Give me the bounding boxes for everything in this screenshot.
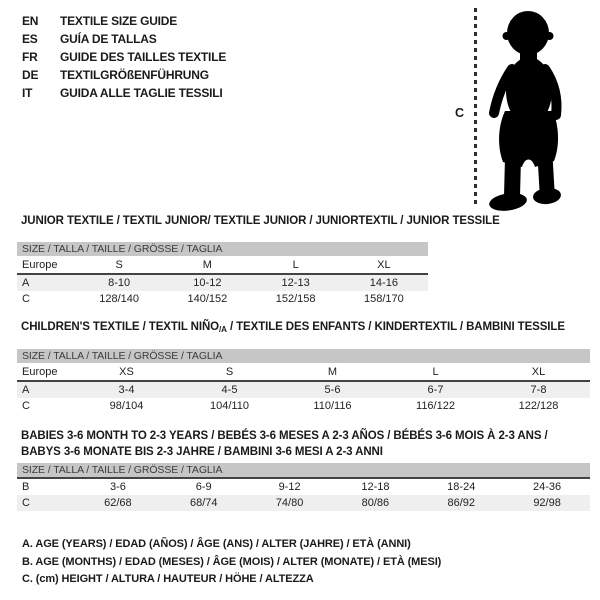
language-row <box>22 84 226 102</box>
left-leg-shape <box>512 158 513 196</box>
table-title-text: JUNIOR TEXTILE / TEXTIL JUNIOR/ TEXTILE JUNIOR / JUNIORTEXTIL / JUNIOR TESSILE <box>21 215 500 227</box>
size-data-row <box>17 479 590 495</box>
right-ear-shape <box>546 32 554 40</box>
size-cell: L <box>432 365 439 378</box>
language-row <box>22 30 226 48</box>
language-code: FR <box>22 50 38 64</box>
table-title-text: / TEXTILE DES ENFANTS / KINDERTEXTIL / BAMBINI TESSILE <box>226 321 565 333</box>
row-label: C <box>22 400 30 412</box>
size-cell: S <box>115 258 123 271</box>
footnotes <box>22 536 441 589</box>
europe-size-row <box>17 363 590 380</box>
size-table-block <box>17 214 500 307</box>
table-title <box>21 214 500 228</box>
size-cell: L <box>292 258 299 271</box>
size-cell: 3-4 <box>118 384 135 396</box>
table-title <box>21 320 590 337</box>
language-title: GUIDA ALLE TAGLIE TESSILI <box>60 86 223 100</box>
language-code: ES <box>22 32 38 46</box>
size-data-row <box>17 398 590 414</box>
size-cell: 12-18 <box>361 481 390 493</box>
footnote-line: A. AGE (YEARS) / EDAD (AÑOS) / ÂGE (ANS) / ALTER (JAHRE) / ETÀ (ANNI) <box>22 538 411 550</box>
europe-size-row <box>17 256 428 273</box>
size-cell: 18-24 <box>447 481 476 493</box>
size-cell: 140/152 <box>187 293 228 305</box>
size-cell: 7-8 <box>530 384 547 396</box>
size-data-row <box>17 275 428 291</box>
size-header-bar: SIZE / TALLA / TAILLE / GRÖSSE / TAGLIA <box>17 463 590 477</box>
size-cell: 5-6 <box>324 384 341 396</box>
size-cell: XL <box>531 365 546 378</box>
language-code: IT <box>22 86 33 100</box>
size-cell: M <box>202 258 212 271</box>
size-cell: 3-6 <box>109 481 126 493</box>
row-label: A <box>22 384 30 396</box>
table-title-line <box>21 444 590 460</box>
footnote-line: B. AGE (MONTHS) / EDAD (MESES) / ÂGE (MOIS) / ALTER (MONATE) / ETÀ (MESI) <box>22 555 442 568</box>
footnote-line: C. (cm) HEIGHT / ALTURA / HAUTEUR / HÖHE / ALTEZZA <box>22 573 314 585</box>
row-label: Europe <box>22 258 58 271</box>
size-data-row <box>17 291 428 307</box>
table-title-line <box>21 428 590 444</box>
row-label: C <box>22 293 30 305</box>
size-cell: 14-16 <box>369 277 398 289</box>
size-cell: XL <box>377 258 391 271</box>
size-cell: 62/68 <box>104 497 132 509</box>
size-table-block <box>17 428 590 511</box>
language-title: TEXTILGRÖßENFÜHRUNG <box>60 68 209 82</box>
size-cell: 98/104 <box>109 400 144 412</box>
row-label: Europe <box>22 365 58 378</box>
language-row <box>22 66 226 84</box>
size-cell: 80/86 <box>361 497 390 509</box>
size-data-row <box>17 382 590 398</box>
size-cell: XS <box>119 365 134 378</box>
size-data-row <box>17 495 590 511</box>
height-measure-dashed-line <box>474 8 477 206</box>
row-label: C <box>22 497 30 509</box>
size-cell: 4-5 <box>221 384 238 396</box>
language-title: TEXTILE SIZE GUIDE <box>60 14 178 28</box>
language-code: EN <box>22 14 39 28</box>
language-title-list <box>22 12 226 102</box>
size-cell: 6-9 <box>195 481 212 493</box>
height-measure-label: C <box>455 106 465 120</box>
size-cell: 122/128 <box>518 400 559 412</box>
size-cell: 104/110 <box>210 400 249 412</box>
table-title-line <box>21 320 590 337</box>
size-cell: 152/158 <box>275 293 316 305</box>
row-label: B <box>22 481 30 493</box>
size-cell: 92/98 <box>533 497 561 509</box>
toddler-silhouette <box>484 8 572 212</box>
table-title <box>21 428 590 460</box>
size-cell: S <box>225 365 234 378</box>
table-title-text: BABYS 3-6 MONATE BIS 2-3 JAHRE / BAMBINI 3-6 MESI A 2-3 ANNI <box>21 446 383 458</box>
size-cell: 74/80 <box>275 497 304 509</box>
size-cell: 158/170 <box>363 293 404 305</box>
language-title: GUIDE DES TAILLES TEXTILE <box>60 50 227 64</box>
size-cell: 12-13 <box>281 277 310 289</box>
left-ear-shape <box>503 32 511 40</box>
language-title: GUÍA DE TALLAS <box>60 32 157 46</box>
table-title-text: /A <box>219 325 227 334</box>
size-cell: 9-12 <box>278 481 301 493</box>
size-table-block <box>17 320 590 414</box>
size-cell: 68/74 <box>189 497 218 509</box>
language-row <box>22 48 226 66</box>
left-foot-shape <box>488 191 528 212</box>
size-header-bar: SIZE / TALLA / TAILLE / GRÖSSE / TAGLIA <box>17 349 590 363</box>
table-title-text: CHILDREN'S TEXTILE / TEXTIL NIÑO <box>21 321 220 333</box>
size-cell: 8-10 <box>108 277 131 289</box>
size-cell: 86/92 <box>447 497 475 509</box>
row-label: A <box>22 277 30 289</box>
size-cell: 128/140 <box>99 293 139 305</box>
size-cell: 110/116 <box>313 400 352 412</box>
size-cell: 10-12 <box>193 277 222 289</box>
table-title-text: BABIES 3-6 MONTH TO 2-3 YEARS / BEBÉS 3-6 MESES A 2-3 AÑOS / BÉBÉS 3-6 MOIS À 2-3 ANS / <box>21 430 548 442</box>
right-leg-shape <box>545 156 547 190</box>
size-header-bar: SIZE / TALLA / TAILLE / GRÖSSE / TAGLIA <box>17 242 428 256</box>
language-row <box>22 12 226 30</box>
size-cell: 6-7 <box>427 384 444 396</box>
size-cell: 24-36 <box>533 481 562 493</box>
size-cell: 116/122 <box>416 400 455 412</box>
language-code: DE <box>22 68 39 82</box>
right-foot-shape <box>532 187 562 206</box>
size-cell: M <box>327 365 338 378</box>
table-title-line <box>21 214 500 228</box>
